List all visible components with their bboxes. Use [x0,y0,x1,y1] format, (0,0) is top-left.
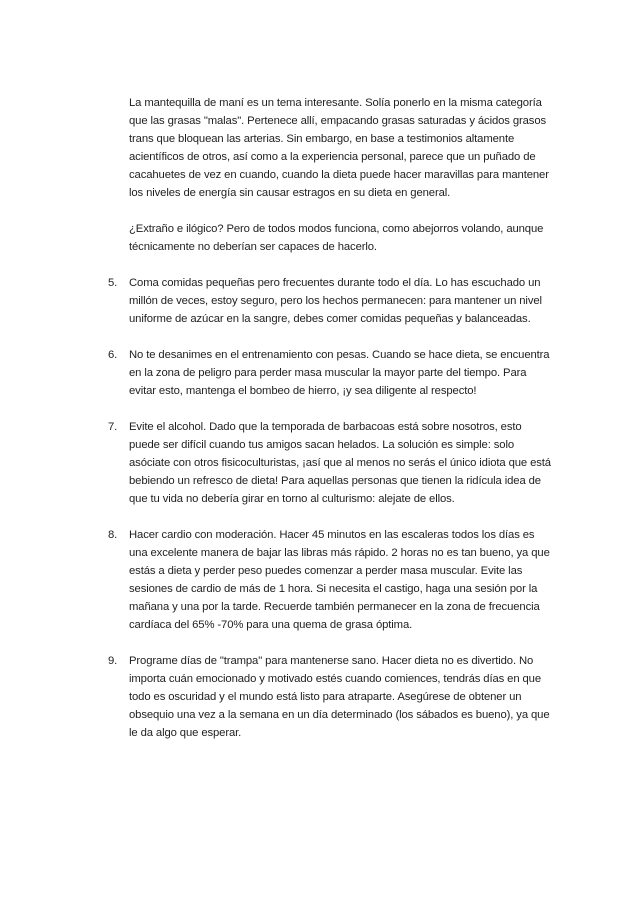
list-item-text: No te desanimes en el entrenamiento con pesas. Cuando se hace dieta, se encuentra en la zona de peligro para perder masa muscular la mayor parte del tiempo. Para evitar esto, mantenga el bombeo de hierro, ¡y sea diligente al respecto! [129,349,550,397]
list-item-number: 7. [108,421,118,433]
intro-paragraph-2: ¿Extraño e ilógico? Pero de todos modos funciona, como abejorros volando, aunque técnicamente no deberían ser capaces de hacerlo. [129,223,544,253]
list-item-5 [108,274,554,328]
list-item-7 [108,418,554,508]
document-body [108,94,554,742]
list-item-8 [108,526,554,634]
list-item-text: Programe días de "trampa" para mantenerse sano. Hacer dieta no es divertido. No importa cuán emocionado y motivado estés cuando comiences, tendrás días en que todo es oscuridad y el mundo está listo para atraparte. Asegúrese de obtener un obsequio una vez a la semana en un día determinado (los sábados es bueno), ya que le da algo que esperar. [129,655,550,739]
list-item-6 [108,346,554,400]
numbered-list [108,274,554,742]
list-item-text: Evite el alcohol. Dado que la temporada de barbacoas está sobre nosotros, esto puede ser difícil cuando tus amigos sacan helados. La solución es simple: solo asóciate con otros fisicoculturistas, ¡así que al menos no serás el único idiota que está bebiendo un refresco de dieta! Para aquellas personas que tienen la ridícula idea de que tu vida no debería girar en torno al culturismo: alejate de ellos. [129,421,551,505]
list-item-number: 5. [108,277,118,289]
list-item-number: 9. [108,655,118,667]
intro-paragraph-1: La mantequilla de maní es un tema interesante. Solía ponerlo en la misma categoría que las grasas "malas". Pertenece allí, empacando grasas saturadas y ácidos grasos trans que bloquean las arterias. Sin embargo, en base a testimonios altamente acientíficos de otros, así como a la experiencia personal, parece que un puñado de cacahuetes de vez en cuando, cuando la dieta puede hacer maravillas para mantener los niveles de energía sin causar estragos en su dieta en general. [129,97,549,199]
list-item-9 [108,652,554,742]
list-item-number: 6. [108,349,118,361]
list-item-text: Coma comidas pequeñas pero frecuentes durante todo el día. Lo has escuchado un millón de veces, estoy seguro, pero los hechos permanecen: para mantener un nivel uniforme de azúcar en la sangre, debes comer comidas pequeñas y balanceadas. [129,277,542,325]
list-item-number: 8. [108,529,118,541]
list-item-text: Hacer cardio con moderación. Hacer 45 minutos en las escaleras todos los días es una excelente manera de bajar las libras más rápido. 2 horas no es tan bueno, ya que estás a dieta y perder peso puedes comenzar a perder masa muscular. Evite las sesiones de cardio de más de 1 hora. Si necesita el castigo, haga una sesión por la mañana y una por la tarde. Recuerde también permanecer en la zona de frecuencia cardíaca del 65% -70% para una quema de grasa óptima. [129,529,550,631]
